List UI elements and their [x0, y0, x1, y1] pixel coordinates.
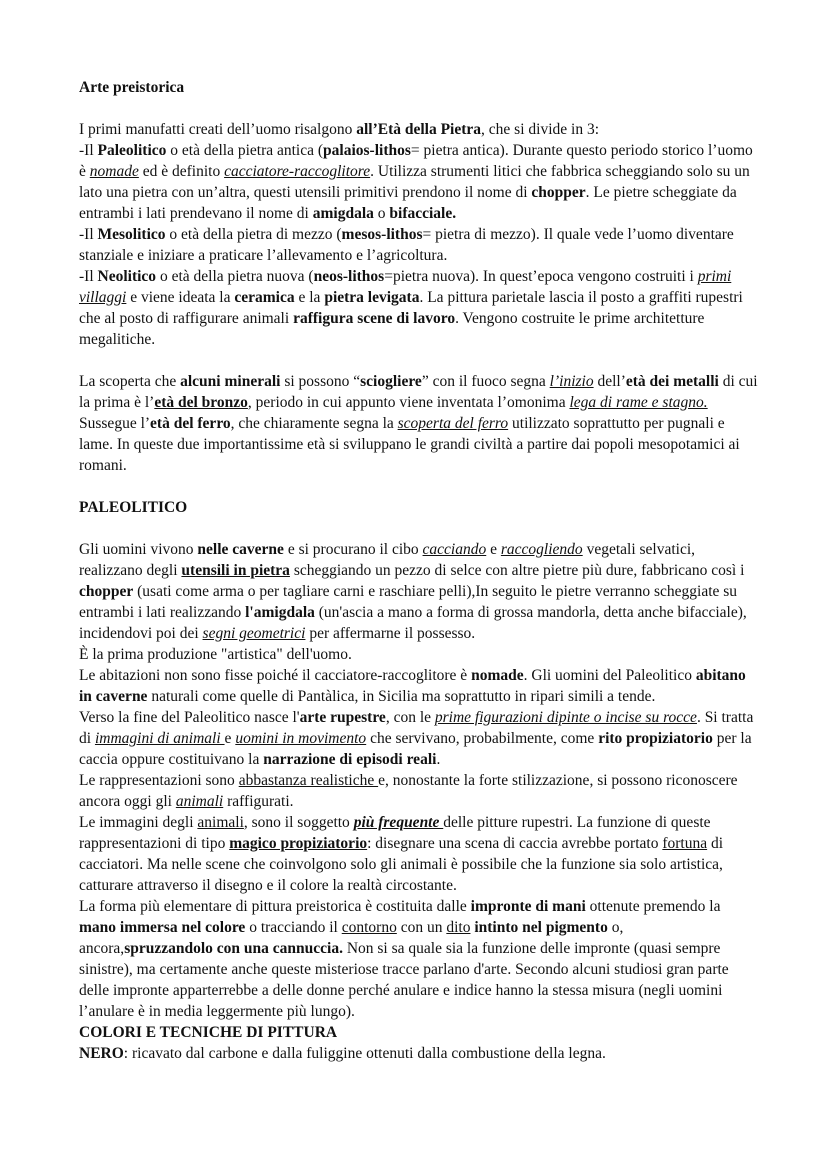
text-run: narrazione di episodi reali [263, 751, 437, 768]
text-run: , sono il soggetto [243, 814, 354, 831]
text-run: che servivano, probabilmente, come [366, 730, 599, 747]
paragraph [79, 812, 759, 896]
text-run: e, nonostante la forte stilizzazione, si possono riconoscere ancora oggi gli [79, 772, 738, 810]
text-run: Le rappresentazioni sono [79, 772, 239, 789]
text-run: alcuni minerali [180, 373, 281, 390]
text-run: = pietra di mezzo). Il quale vede l’uomo diventare stanziale e iniziare a praticare l’allevamento e l’agricoltura. [79, 226, 734, 264]
text-run: utilizzato soprattutto per pugnali e lame. In queste due importantissime età si sviluppano le grandi civiltà a partire dai popoli mesopotamici ai romani. [79, 415, 740, 474]
text-run: segni geometrici [202, 625, 306, 642]
document-title: Arte preistorica [79, 79, 185, 96]
text-run: ed è definito [138, 163, 225, 180]
text-run: arte rupestre [299, 709, 386, 726]
text-run: abitano in caverne [79, 667, 746, 705]
text-run: ottenute premendo la [585, 898, 721, 915]
paragraph [79, 665, 759, 707]
text-run: per affermarne il possesso. [305, 625, 476, 642]
text-run: scheggiando un pezzo di selce con altre pietre più dure, fabbricano così i [289, 562, 745, 579]
paragraph [79, 707, 759, 770]
text-run: rito propiziatorio [598, 730, 713, 747]
text-run: . Vengono costruite le prime architetture megalitiche. [79, 310, 705, 348]
text-run: o, ancora, [79, 919, 624, 957]
text-run: ” con il fuoco segna [421, 373, 550, 390]
section-title-colori: COLORI E TECNICHE DI PITTURA [79, 1024, 338, 1041]
text-run: raccogliendo [500, 541, 583, 558]
text-run: età dei metalli [625, 373, 719, 390]
text-run: animali [175, 793, 224, 810]
text-run: raffigurati. [223, 793, 294, 810]
text-run: abbastanza realistiche [238, 772, 379, 789]
text-run: prime figurazioni dipinte o incise su rocce [434, 709, 697, 726]
text-run: mesos-lithos [341, 226, 423, 243]
text-run: scoperta del ferro [397, 415, 509, 432]
text-run: lega di rame e stagno. [569, 394, 708, 411]
text-run: spruzzandolo con una cannuccia. [124, 940, 343, 957]
text-run: nomade [89, 163, 139, 180]
text-run: primi villaggi [79, 268, 732, 306]
document-page [79, 77, 759, 1064]
text-run: bifacciale. [389, 205, 457, 222]
text-run: , con le [385, 709, 435, 726]
text-run: Verso la fine del Paleolitico nasce l' [79, 709, 300, 726]
text-run: impronte di mani [470, 898, 586, 915]
text-run: NERO [79, 1045, 124, 1062]
text-run: o età della pietra antica ( [166, 142, 324, 159]
text-run: o età della pietra nuova ( [156, 268, 314, 285]
text-run: =pietra nuova). In quest’epoca vengono costruiti i [384, 268, 698, 285]
text-run: neos-lithos [313, 268, 385, 285]
section-title-paleolitico: PALEOLITICO [79, 499, 188, 516]
text-run: immagini di animali [94, 730, 225, 747]
text-run: -Il [79, 268, 98, 285]
text-run: mano immersa nel colore [79, 919, 246, 936]
text-run: all’Età della Pietra [356, 121, 482, 138]
text-run: di cui la prima è l’ [79, 373, 758, 411]
text-run: cacciando [422, 541, 487, 558]
paragraph [79, 644, 759, 665]
text-run: chopper [531, 184, 586, 201]
text-run: e [486, 541, 501, 558]
text-run: si possono “ [280, 373, 361, 390]
text-run: naturali come quelle di Pantàlica, in Sicilia ma soprattutto in ripari simili a tende. [147, 688, 656, 705]
text-run: Le abitazioni non sono fisse poiché il cacciatore-raccoglitore è [79, 667, 472, 684]
text-run: , periodo in cui appunto viene inventata l’omonima [247, 394, 570, 411]
paragraph [79, 224, 759, 266]
text-run: cacciatore-raccoglitore [224, 163, 371, 180]
metals-section [79, 371, 759, 476]
paragraph [79, 119, 759, 140]
text-run: l'amigdala [245, 604, 315, 621]
text-run: (un'ascia a mano a forma di grossa mandorla, detta anche bifacciale), incidendovi poi dei [79, 604, 747, 642]
text-run: magico propiziatorio [229, 835, 368, 852]
text-run: . Utilizza strumenti litici che fabbrica scheggiando solo su un lato una pietra con un’altra, questi utensili primitivi prendono il nome di [79, 163, 750, 201]
paleolithic-section [79, 539, 759, 1022]
text-run: La forma più elementare di pittura preistorica è costituita dalle [79, 898, 471, 915]
text-run: e la [294, 289, 325, 306]
text-run: . La pittura parietale lascia il posto a graffiti rupestri che al posto di raffigurare animali [79, 289, 743, 327]
text-run: l’inizio [549, 373, 594, 390]
text-run: intinto nel pigmento [474, 919, 608, 936]
text-run: età del bronzo [154, 394, 248, 411]
text-run: sciogliere [360, 373, 422, 390]
text-run: : disegnare una scena di caccia avrebbe portato [367, 835, 663, 852]
text-run: I primi manufatti creati dell’uomo risalgono [79, 121, 357, 138]
paragraph [79, 140, 759, 224]
text-run: nomade [471, 667, 524, 684]
text-run: Le immagini degli [79, 814, 198, 831]
text-run: Gli uomini vivono [79, 541, 198, 558]
paragraph [79, 896, 759, 1022]
text-run: Non si sa quale sia la funzione delle impronte (quasi sempre sinistre), ma certamente anche queste misteriose tracce parlano d'arte. Secondo alcuni studiosi gran parte delle impronte apparterrebbe a delle donne perché anulare e indice hanno la stessa misura (negli uomini l’anulare è in media leggermente più lungo). [79, 940, 729, 1020]
text-run: . [436, 751, 441, 768]
text-run: dell’ [593, 373, 626, 390]
paragraph [79, 770, 759, 812]
text-run: età del ferro [150, 415, 231, 432]
colors-section [79, 1043, 759, 1064]
text-run: (usati come arma o per tagliare carni e raschiare pelli),In seguito le pietre verranno scheggiate su entrambi i lati realizzando [79, 583, 738, 621]
text-run: ceramica [234, 289, 295, 306]
text-run: raffigura scene di lavoro [293, 310, 456, 327]
text-run: di cacciatori. Ma nelle scene che coinvolgono solo gli animali è possibile che la funzione sia solo artistica, catturare attraverso il disegno e il colore la realtà circostante. [79, 835, 724, 894]
text-run: fortuna [662, 835, 708, 852]
text-run: delle pitture rupestri. La funzione di queste rappresentazioni di tipo [79, 814, 711, 852]
text-run: chopper [79, 583, 134, 600]
text-run: o età della pietra di mezzo ( [165, 226, 342, 243]
text-run: Paleolitico [97, 142, 167, 159]
text-run: contorno [341, 919, 397, 936]
text-run: o tracciando il [245, 919, 342, 936]
paragraph [79, 371, 759, 476]
text-run: nelle caverne [197, 541, 284, 558]
text-run: . Gli uomini del Paleolitico [523, 667, 696, 684]
text-run: , che chiaramente segna la [230, 415, 398, 432]
text-run: con un [396, 919, 447, 936]
text-run: pietra levigata [324, 289, 420, 306]
text-run: uomini in movimento [235, 730, 367, 747]
text-run: Mesolitico [97, 226, 166, 243]
text-run: e [224, 730, 236, 747]
text-run: animali [197, 814, 244, 831]
text-run: e si procurano il cibo [283, 541, 423, 558]
paragraph [79, 266, 759, 350]
text-run: -Il [79, 142, 98, 159]
text-run: vegetali selvatici, realizzano degli [79, 541, 696, 579]
text-run: o [373, 205, 390, 222]
text-run: = pietra antica). Durante questo periodo storico l’uomo è [79, 142, 753, 180]
text-run: amigdala [312, 205, 374, 222]
text-run: dito [446, 919, 471, 936]
text-run: -Il [79, 226, 98, 243]
text-run: per la caccia oppure costituivano la [79, 730, 752, 768]
text-run: . Si tratta di [79, 709, 754, 747]
text-run: . Le pietre scheggiate da entrambi i lati prendevano il nome di [79, 184, 737, 222]
text-run: Neolitico [97, 268, 157, 285]
text-run: più frequente [353, 814, 444, 831]
text-run: : ricavato dal carbone e dalla fuliggine ottenuti dalla combustione della legna. [123, 1045, 606, 1062]
paragraph [79, 539, 759, 644]
intro-section [79, 119, 759, 350]
text-run: La scoperta che [79, 373, 181, 390]
text-run: e viene ideata la [126, 289, 235, 306]
text-run: È la prima produzione "artistica" dell'uomo. [79, 646, 352, 663]
text-run: Sussegue l’ [79, 415, 151, 432]
paragraph [79, 1043, 759, 1064]
text-run: utensili in pietra [181, 562, 290, 579]
text-run: palaios-lithos [323, 142, 411, 159]
text-run: , che si divide in 3: [481, 121, 599, 138]
